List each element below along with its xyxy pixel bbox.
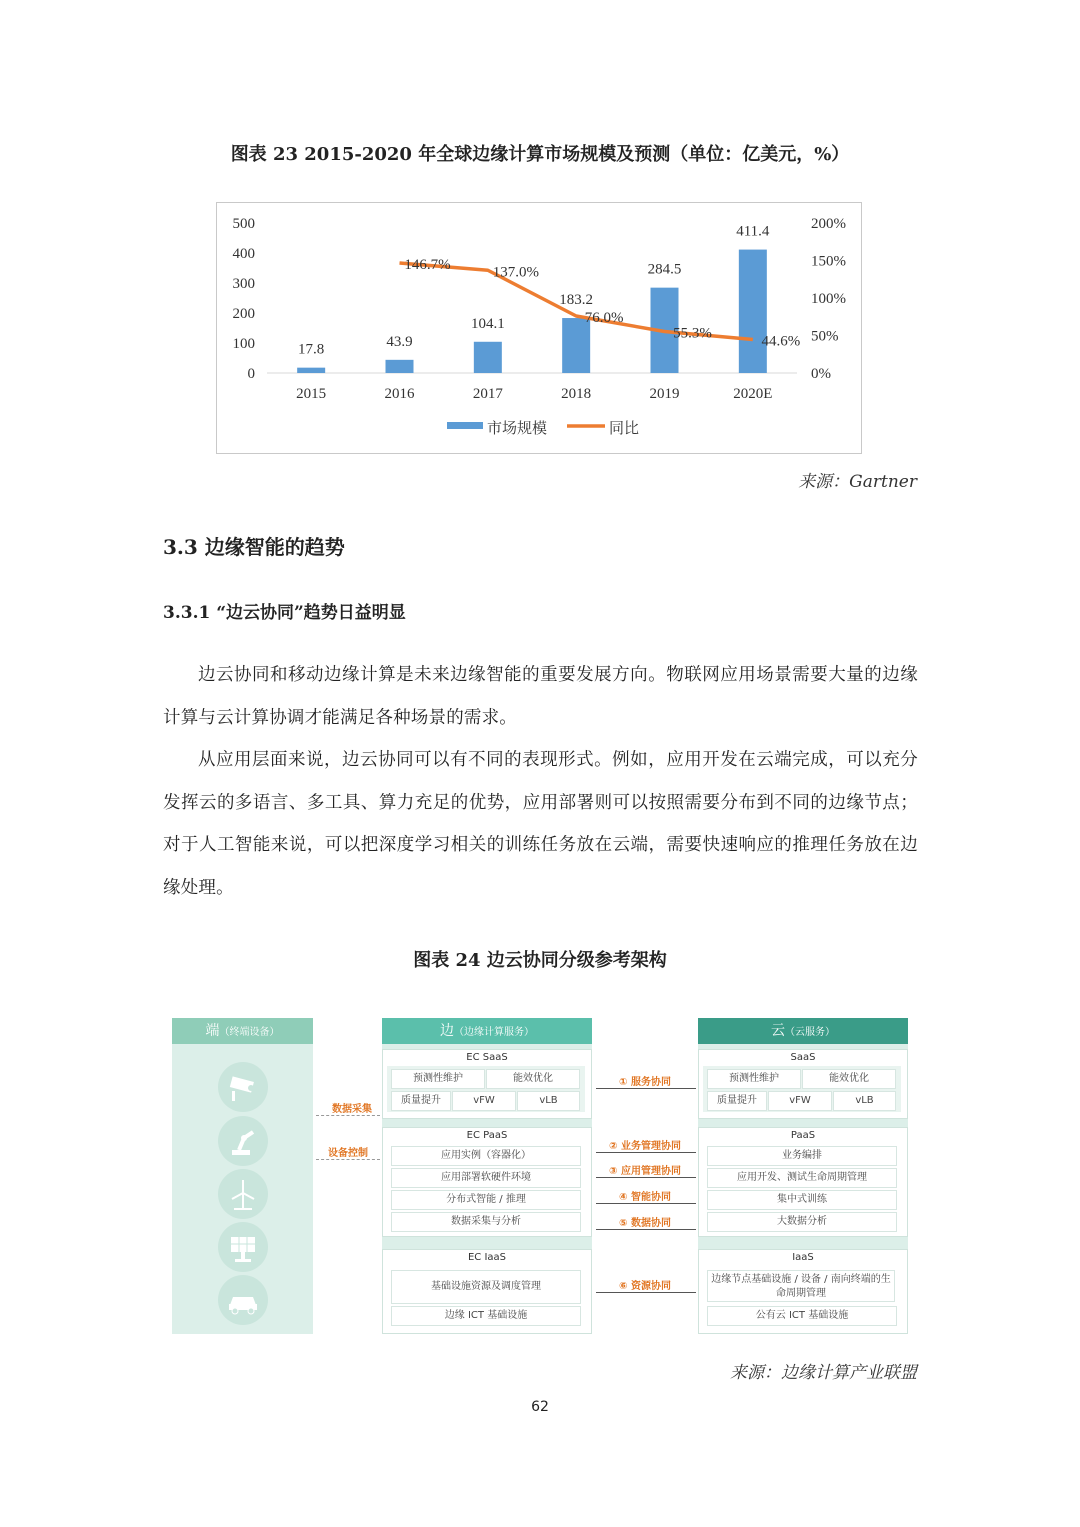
y-left-tick-label: 100 bbox=[232, 336, 255, 352]
paas-cell: 应用开发、测试生命周期管理 bbox=[707, 1168, 897, 1188]
ec-paas-title: EC PaaS bbox=[466, 1130, 508, 1141]
legend-label: 市场规模 bbox=[487, 419, 548, 437]
ec-paas-block bbox=[382, 1127, 592, 1237]
paragraph-1: 边云协同和移动边缘计算是未来边缘智能的重要发展方向。物联网应用场景需要大量的边缘计算与云计算协调才能满足各种场景的需求。 bbox=[163, 665, 918, 728]
paas-block bbox=[698, 1127, 908, 1237]
line-data-label: 137.0% bbox=[492, 264, 539, 281]
collab-arrow bbox=[596, 1203, 696, 1204]
ec-saas-cell: vLB bbox=[517, 1091, 580, 1111]
legend-swatch-bar bbox=[447, 422, 483, 429]
ec-paas-cell: 数据采集与分析 bbox=[391, 1212, 581, 1232]
ec-saas-block bbox=[382, 1049, 592, 1119]
iaas-cell: 公有云 ICT 基础设施 bbox=[707, 1306, 897, 1326]
collab-label: ⑥ 资源协同 bbox=[619, 1281, 671, 1292]
device-head-sub: （终端设备） bbox=[219, 1027, 280, 1038]
cloud-column-header bbox=[698, 1018, 908, 1044]
subsection-heading: 3.3.1 “边云协同”趋势日益明显 bbox=[163, 603, 406, 623]
bar-data-label: 17.8 bbox=[298, 341, 325, 358]
bar-data-label: 183.2 bbox=[559, 292, 594, 309]
y-right-tick-label: 0% bbox=[811, 366, 831, 382]
device-column bbox=[172, 1018, 313, 1334]
device-control-arrow bbox=[316, 1159, 380, 1161]
bar bbox=[739, 250, 767, 373]
robot-arm-icon bbox=[218, 1116, 268, 1166]
paas-title: PaaS bbox=[790, 1130, 816, 1141]
ec-saas-cell: 质量提升 bbox=[391, 1091, 451, 1111]
bar-data-label: 284.5 bbox=[647, 261, 682, 278]
saas-cell: 能效优化 bbox=[802, 1069, 896, 1089]
bar bbox=[386, 360, 414, 373]
ec-iaas-title: EC IaaS bbox=[467, 1252, 507, 1263]
line-data-label: 55.3% bbox=[673, 325, 712, 342]
collab-label: ③ 应用管理协同 bbox=[609, 1166, 681, 1177]
bar bbox=[562, 318, 590, 373]
saas-cell: vFW bbox=[768, 1091, 832, 1111]
ec-paas-cell: 应用实例（容器化） bbox=[391, 1146, 581, 1166]
ec-iaas-cell: 边缘 ICT 基础设施 bbox=[391, 1306, 581, 1326]
body-text bbox=[163, 654, 918, 909]
cloud-head-label: 云 bbox=[771, 1023, 785, 1039]
edge-head-label: 边 bbox=[440, 1023, 454, 1039]
wind-turbine-icon bbox=[218, 1169, 268, 1219]
ec-iaas-block bbox=[382, 1249, 592, 1334]
section-heading: 3.3 边缘智能的趋势 bbox=[163, 535, 345, 559]
device-column-header bbox=[172, 1018, 313, 1044]
x-tick-label: 2020E bbox=[733, 386, 773, 402]
collab-arrow bbox=[596, 1177, 696, 1178]
market-size-chart bbox=[216, 202, 862, 454]
camera-icon bbox=[218, 1062, 268, 1112]
ec-paas-cell: 应用部署软硬件环境 bbox=[391, 1168, 581, 1188]
figure-24-source: 来源：边缘计算产业联盟 bbox=[730, 1363, 917, 1383]
paas-cell: 集中式训练 bbox=[707, 1190, 897, 1210]
collab-arrow bbox=[596, 1152, 696, 1153]
y-right-tick-label: 100% bbox=[811, 291, 846, 307]
device-head-label: 端 bbox=[205, 1023, 220, 1039]
figure-23-source: 来源：Gartner bbox=[798, 472, 917, 492]
saas-cell: 预测性维护 bbox=[707, 1069, 801, 1089]
bar bbox=[474, 342, 502, 373]
line-data-label: 76.0% bbox=[584, 310, 624, 326]
paas-cell: 业务编排 bbox=[707, 1146, 897, 1166]
bar bbox=[297, 368, 325, 373]
y-right-tick-label: 150% bbox=[811, 253, 846, 270]
x-tick-label: 2017 bbox=[472, 386, 503, 402]
paragraph-2: 从应用层面来说，边云协同可以有不同的表现形式。例如，应用开发在云端完成，可以充分发挥云的多语言、多工具、算力充足的优势，应用部署则可以按照需要分布到不同的边缘节点；对于人工智能来说，可以把深度学习相关的训练任务放在云端，需要快速响应的推理任务放在边缘处理。 bbox=[163, 750, 918, 898]
collab-arrow bbox=[596, 1229, 696, 1230]
page-number: 62 bbox=[531, 1399, 549, 1415]
y-left-tick-label: 300 bbox=[232, 276, 255, 292]
edge-cloud-architecture-diagram bbox=[172, 1018, 908, 1336]
device-control-label: 设备控制 bbox=[328, 1148, 368, 1159]
y-right-tick-label: 200% bbox=[811, 216, 846, 232]
ec-saas-cell: vFW bbox=[452, 1091, 516, 1111]
data-collection-label: 数据采集 bbox=[332, 1104, 372, 1115]
edge-column-header bbox=[382, 1018, 592, 1044]
saas-cell: vLB bbox=[833, 1091, 896, 1111]
iaas-title: IaaS bbox=[792, 1252, 814, 1263]
ec-saas-cell: 能效优化 bbox=[486, 1069, 580, 1089]
ec-paas-cell: 分布式智能 / 推理 bbox=[391, 1190, 581, 1210]
bar-data-label: 411.4 bbox=[736, 223, 770, 240]
cloud-head-sub: （云服务） bbox=[785, 1027, 835, 1038]
edge-column bbox=[382, 1018, 592, 1334]
x-tick-label: 2018 bbox=[561, 386, 592, 402]
y-left-tick-label: 0 bbox=[247, 366, 255, 382]
electric-car-icon bbox=[218, 1275, 268, 1325]
line-data-label: 44.6% bbox=[761, 333, 801, 350]
chart-svg bbox=[217, 203, 861, 453]
collab-label: ⑤ 数据协同 bbox=[619, 1218, 671, 1229]
saas-title: SaaS bbox=[790, 1052, 816, 1063]
ec-iaas-cell: 基础设施资源及调度管理 bbox=[391, 1270, 581, 1304]
collab-arrow bbox=[596, 1088, 696, 1089]
ec-saas-title: EC SaaS bbox=[466, 1052, 508, 1063]
x-tick-label: 2015 bbox=[296, 386, 327, 402]
y-left-tick-label: 200 bbox=[232, 306, 255, 322]
solar-panel-icon bbox=[218, 1222, 268, 1272]
saas-cell: 质量提升 bbox=[707, 1091, 767, 1111]
iaas-cell: 边缘节点基础设施 / 设备 / 南向终端的生命周期管理 bbox=[707, 1270, 895, 1302]
y-left-tick-label: 400 bbox=[232, 246, 255, 262]
data-collection-arrow bbox=[316, 1115, 380, 1117]
figure-23-title: 图表 23 2015-2020 年全球边缘计算市场规模及预测（单位：亿美元，%） bbox=[230, 144, 850, 165]
edge-head-sub: （边缘计算服务） bbox=[454, 1027, 534, 1038]
legend-label: 同比 bbox=[609, 419, 640, 437]
bar-data-label: 104.1 bbox=[470, 315, 505, 332]
paas-cell: 大数据分析 bbox=[707, 1212, 897, 1232]
saas-block bbox=[698, 1049, 908, 1119]
iaas-block bbox=[698, 1249, 908, 1334]
line-data-label: 146.7% bbox=[404, 256, 451, 273]
x-tick-label: 2016 bbox=[384, 386, 415, 402]
figure-24-title: 图表 24 边云协同分级参考架构 bbox=[413, 950, 667, 971]
bar-data-label: 43.9 bbox=[386, 333, 413, 350]
collab-label: ② 业务管理协同 bbox=[609, 1141, 681, 1152]
y-left-tick-label: 500 bbox=[232, 216, 255, 232]
collab-label: ① 服务协同 bbox=[619, 1077, 671, 1088]
collab-arrow bbox=[596, 1292, 696, 1293]
x-tick-label: 2019 bbox=[649, 386, 680, 402]
collab-label: ④ 智能协同 bbox=[619, 1192, 671, 1203]
y-right-tick-label: 50% bbox=[811, 328, 839, 345]
ec-saas-cell: 预测性维护 bbox=[391, 1069, 485, 1089]
cloud-column bbox=[698, 1018, 908, 1334]
